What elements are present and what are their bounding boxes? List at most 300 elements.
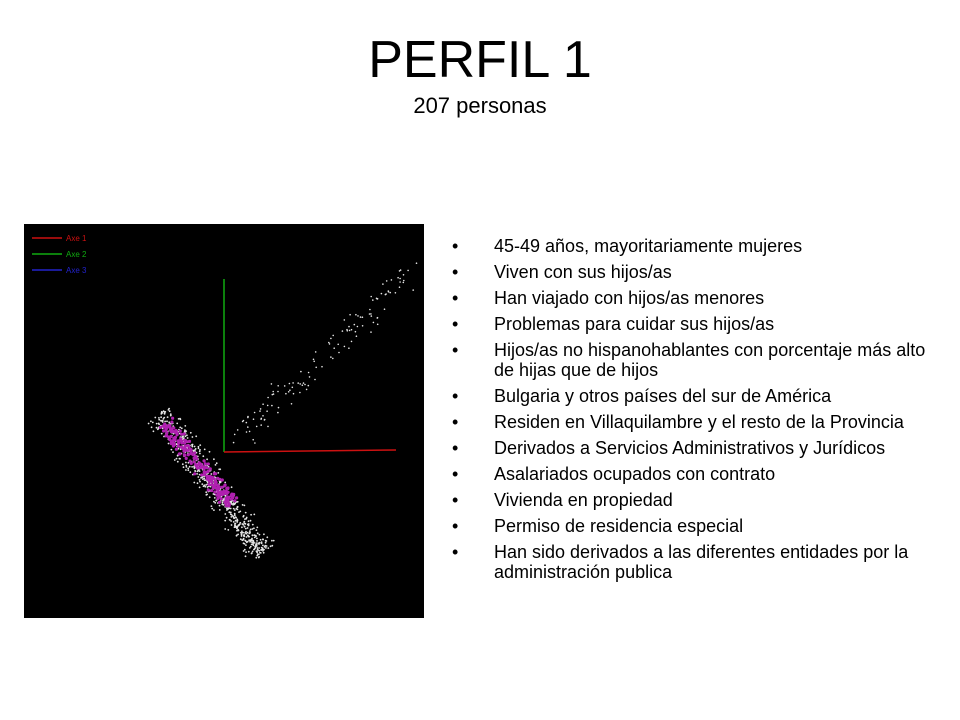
data-point	[309, 376, 311, 378]
data-point	[217, 472, 219, 474]
profile-point	[195, 457, 198, 460]
data-point	[242, 504, 244, 506]
data-point	[243, 524, 245, 526]
data-point	[357, 326, 359, 328]
data-point	[257, 532, 259, 534]
profile-point	[178, 452, 181, 455]
data-point	[156, 423, 158, 425]
profile-point	[179, 430, 182, 433]
bullet-text: Viven con sus hijos/as	[494, 262, 672, 282]
profile-point	[180, 433, 183, 436]
profile-point	[203, 459, 206, 462]
data-point	[232, 515, 234, 517]
data-point	[258, 550, 260, 552]
data-point	[373, 322, 375, 324]
data-point	[162, 420, 164, 422]
data-point	[241, 535, 243, 537]
data-point	[329, 343, 331, 345]
data-point	[258, 547, 260, 549]
data-point	[233, 442, 235, 444]
data-point	[362, 325, 364, 327]
data-point	[266, 536, 268, 538]
profile-point	[193, 472, 196, 475]
data-point	[262, 403, 264, 405]
scatter-plot-image	[24, 224, 424, 618]
profile-point	[188, 440, 191, 443]
data-point	[385, 293, 387, 295]
data-point	[234, 434, 236, 436]
data-point	[231, 524, 233, 526]
profile-point	[212, 486, 215, 489]
data-point	[235, 516, 237, 518]
data-point	[388, 291, 390, 293]
data-point	[216, 462, 218, 464]
data-point	[273, 540, 275, 542]
data-point	[230, 508, 232, 510]
profile-point	[226, 501, 229, 504]
data-point	[349, 314, 351, 316]
profile-point	[204, 471, 207, 474]
profile-point	[233, 499, 236, 502]
data-point	[164, 412, 166, 414]
data-point	[189, 466, 191, 468]
bullet-item	[452, 340, 942, 380]
data-point	[257, 549, 259, 551]
data-point	[186, 434, 188, 436]
data-point	[262, 415, 264, 417]
data-point	[360, 316, 362, 318]
bullet-item	[452, 516, 942, 536]
data-point	[238, 511, 240, 513]
data-point	[214, 497, 216, 499]
data-point	[168, 421, 170, 423]
profile-point	[226, 495, 229, 498]
data-point	[240, 532, 242, 534]
data-point	[148, 423, 150, 425]
data-point	[246, 536, 248, 538]
data-point	[370, 313, 372, 315]
profile-point	[218, 478, 221, 481]
data-point	[167, 416, 169, 418]
data-point	[397, 277, 399, 279]
profile-point	[218, 501, 221, 504]
bullet-dot-icon: •	[452, 542, 459, 562]
data-point	[245, 528, 247, 530]
data-point	[262, 538, 264, 540]
data-point	[234, 509, 236, 511]
data-point	[293, 393, 295, 395]
bullet-text: Bulgaria y otros países del sur de América	[494, 386, 832, 406]
profile-point	[217, 494, 220, 497]
data-point	[160, 416, 162, 418]
data-point	[255, 557, 257, 559]
data-point	[194, 470, 196, 472]
profile-point	[207, 462, 210, 465]
data-point	[267, 547, 269, 549]
data-point	[172, 451, 174, 453]
profile-point	[162, 429, 165, 432]
data-point	[260, 408, 262, 410]
data-point	[255, 535, 257, 537]
data-point	[191, 466, 193, 468]
data-point	[190, 432, 192, 434]
bullet-list	[452, 236, 942, 588]
data-point	[284, 385, 286, 387]
data-point	[202, 455, 204, 457]
data-point	[199, 444, 201, 446]
title-block	[0, 30, 960, 120]
profile-point	[165, 431, 168, 434]
data-point	[153, 430, 155, 432]
data-point	[315, 367, 317, 369]
data-point	[230, 501, 232, 503]
bullet-item	[452, 490, 942, 510]
profile-point	[228, 504, 231, 507]
data-point	[226, 517, 228, 519]
bullet-dot-icon: •	[452, 262, 459, 282]
data-point	[271, 405, 273, 407]
data-point	[245, 512, 247, 514]
data-point	[262, 547, 264, 549]
data-point	[249, 530, 251, 532]
data-point	[234, 526, 236, 528]
profile-point	[227, 491, 230, 494]
data-point	[259, 410, 261, 412]
data-point	[253, 527, 255, 529]
data-point	[156, 427, 158, 429]
bullet-text: Hijos/as no hispanohablantes con porcentaje más alto de hijas que de hijos	[494, 340, 926, 380]
data-point	[351, 341, 353, 343]
data-point	[199, 487, 201, 489]
data-point	[239, 522, 241, 524]
legend-label: Axe 2	[66, 250, 87, 259]
data-point	[247, 426, 249, 428]
data-point	[289, 389, 291, 391]
slide-subtitle: 207 personas	[413, 93, 547, 118]
data-point	[224, 482, 226, 484]
data-point	[330, 356, 332, 358]
data-point	[313, 359, 315, 361]
data-point	[249, 431, 251, 433]
data-point	[180, 418, 182, 420]
profile-point	[174, 436, 177, 439]
data-point	[300, 371, 302, 373]
data-point	[308, 385, 310, 387]
data-point	[347, 330, 349, 332]
data-point	[243, 522, 245, 524]
profile-point	[208, 483, 211, 486]
profile-point	[210, 489, 213, 492]
data-point	[303, 382, 305, 384]
profile-point	[213, 477, 216, 480]
data-point	[245, 533, 247, 535]
data-point	[215, 464, 217, 466]
data-point	[304, 384, 306, 386]
data-point	[248, 520, 250, 522]
profile-point	[216, 488, 219, 491]
bullet-dot-icon: •	[452, 464, 459, 484]
bullet-text: Han viajado con hijos/as menores	[494, 288, 765, 308]
bullet-text: Residen en Villaquilambre y el resto de la Provincia	[494, 412, 904, 432]
data-point	[369, 313, 371, 315]
profile-point	[210, 480, 213, 483]
data-point	[245, 544, 247, 546]
profile-point	[200, 473, 203, 476]
data-point	[354, 324, 356, 326]
profile-point	[173, 443, 176, 446]
data-point	[349, 330, 351, 332]
profile-point	[190, 462, 193, 465]
data-point	[204, 449, 206, 451]
data-point	[201, 483, 203, 485]
data-point	[277, 412, 279, 414]
data-point	[249, 547, 251, 549]
data-point	[185, 462, 187, 464]
data-point	[151, 426, 153, 428]
data-point	[271, 540, 273, 542]
data-point	[332, 335, 334, 337]
data-point	[243, 515, 245, 517]
data-point	[213, 509, 215, 511]
data-point	[234, 513, 236, 515]
data-point	[389, 292, 391, 294]
data-point	[231, 486, 233, 488]
data-point	[166, 420, 168, 422]
data-point	[259, 534, 261, 536]
data-point	[252, 551, 254, 553]
data-point	[237, 506, 239, 508]
data-point	[236, 530, 238, 532]
profile-point	[223, 484, 226, 487]
bullet-dot-icon: •	[452, 340, 459, 360]
data-point	[260, 424, 262, 426]
data-point	[249, 540, 251, 542]
data-point	[245, 551, 247, 553]
data-point	[171, 449, 173, 451]
data-point	[205, 494, 207, 496]
data-point	[258, 556, 260, 558]
data-point	[270, 545, 272, 547]
data-point	[246, 431, 248, 433]
data-point	[299, 383, 301, 385]
data-point	[292, 387, 294, 389]
bullet-item	[452, 288, 942, 308]
data-point	[176, 458, 178, 460]
data-point	[247, 541, 249, 543]
data-point	[267, 397, 269, 399]
data-point	[289, 383, 291, 385]
data-point	[399, 270, 401, 272]
bullet-text: Derivados a Servicios Administrativos y Jurídicos	[494, 438, 886, 458]
data-point	[232, 504, 234, 506]
data-point	[250, 514, 252, 516]
data-point	[351, 329, 353, 331]
data-point	[185, 465, 187, 467]
data-point	[277, 391, 279, 393]
data-point	[237, 534, 239, 536]
axis-1-line	[224, 450, 396, 452]
data-point	[371, 315, 373, 317]
data-point	[377, 324, 379, 326]
data-point	[222, 502, 224, 504]
profile-point	[193, 451, 196, 454]
data-point	[376, 298, 378, 300]
profile-point	[180, 445, 183, 448]
data-point	[272, 394, 274, 396]
data-point	[168, 443, 170, 445]
profile-point	[174, 429, 177, 432]
data-point	[215, 500, 217, 502]
profile-point	[172, 426, 175, 429]
data-point	[158, 419, 160, 421]
data-point	[194, 446, 196, 448]
data-point	[169, 410, 171, 412]
all-points-cloud	[148, 262, 418, 558]
data-point	[187, 469, 189, 471]
data-point	[195, 448, 197, 450]
data-point	[272, 391, 274, 393]
bullet-item	[452, 464, 942, 484]
data-point	[163, 418, 165, 420]
data-point	[386, 280, 388, 282]
data-point	[399, 278, 401, 280]
data-point	[219, 505, 221, 507]
bullet-item	[452, 314, 942, 334]
profile-point	[165, 434, 168, 437]
data-point	[158, 423, 160, 425]
data-point	[248, 525, 250, 527]
data-point	[184, 425, 186, 427]
profile-point	[199, 466, 202, 469]
data-point	[260, 418, 262, 420]
profile-point	[190, 448, 193, 451]
data-point	[308, 372, 310, 374]
profile-point	[208, 477, 211, 480]
data-point	[189, 471, 191, 473]
data-point	[209, 451, 211, 453]
data-point	[271, 545, 273, 547]
data-point	[292, 382, 294, 384]
profile-point	[179, 437, 182, 440]
data-point	[224, 528, 226, 530]
profile-point	[235, 496, 238, 499]
data-point	[241, 526, 243, 528]
data-point	[245, 531, 247, 533]
data-point	[168, 409, 170, 411]
profile-point	[185, 440, 188, 443]
data-point	[211, 505, 213, 507]
data-point	[342, 330, 344, 332]
data-point	[219, 509, 221, 511]
data-point	[152, 422, 154, 424]
data-point	[337, 344, 339, 346]
profile-point	[183, 432, 186, 435]
data-point	[256, 538, 258, 540]
profile-point	[159, 426, 162, 429]
data-point	[250, 520, 252, 522]
data-point	[150, 420, 152, 422]
data-point	[348, 347, 350, 349]
profile-point	[170, 442, 173, 445]
profile-point	[187, 453, 190, 456]
data-point	[265, 540, 267, 542]
profile-point	[170, 421, 173, 424]
data-point	[243, 542, 245, 544]
data-point	[230, 516, 232, 518]
data-point	[233, 521, 235, 523]
bullet-dot-icon: •	[452, 490, 459, 510]
data-point	[160, 420, 162, 422]
data-point	[154, 417, 156, 419]
bullet-item	[452, 262, 942, 282]
bullet-dot-icon: •	[452, 314, 459, 334]
data-point	[226, 507, 228, 509]
data-point	[187, 468, 189, 470]
data-point	[160, 413, 162, 415]
data-point	[315, 351, 317, 353]
bullet-item	[452, 236, 942, 256]
data-point	[355, 314, 357, 316]
bullet-dot-icon: •	[452, 386, 459, 406]
data-point	[206, 458, 208, 460]
data-point	[277, 385, 279, 387]
data-point	[355, 331, 357, 333]
data-point	[255, 542, 257, 544]
data-point	[244, 540, 246, 542]
data-point	[278, 407, 280, 409]
data-point	[256, 529, 258, 531]
profile-point	[225, 504, 228, 507]
profile-point	[182, 450, 185, 453]
data-point	[233, 517, 235, 519]
data-point	[247, 527, 249, 529]
profile-point	[196, 464, 199, 467]
data-point	[256, 426, 258, 428]
data-point	[399, 281, 401, 283]
data-point	[260, 539, 262, 541]
bullet-item	[452, 438, 942, 458]
data-point	[263, 533, 265, 535]
bullet-text: Problemas para cuidar sus hijos/as	[494, 314, 775, 334]
data-point	[407, 270, 409, 272]
profile-point	[209, 467, 212, 470]
profile-point	[225, 487, 228, 490]
data-point	[288, 391, 290, 393]
data-point	[245, 555, 247, 557]
data-point	[253, 549, 255, 551]
profile-point	[200, 463, 203, 466]
data-point	[184, 429, 186, 431]
data-point	[192, 436, 194, 438]
data-point	[244, 549, 246, 551]
bullet-item	[452, 386, 942, 406]
data-point	[251, 539, 253, 541]
data-point	[262, 545, 264, 547]
bullet-dot-icon: •	[452, 236, 459, 256]
data-point	[333, 347, 335, 349]
data-point	[252, 534, 254, 536]
data-point	[236, 521, 238, 523]
data-point	[185, 435, 187, 437]
data-point	[243, 535, 245, 537]
data-point	[255, 547, 257, 549]
data-point	[205, 491, 207, 493]
profile-point	[221, 493, 224, 496]
profile-point	[193, 460, 196, 463]
legend-label: Axe 3	[66, 266, 87, 275]
data-point	[314, 379, 316, 381]
data-point	[263, 552, 265, 554]
